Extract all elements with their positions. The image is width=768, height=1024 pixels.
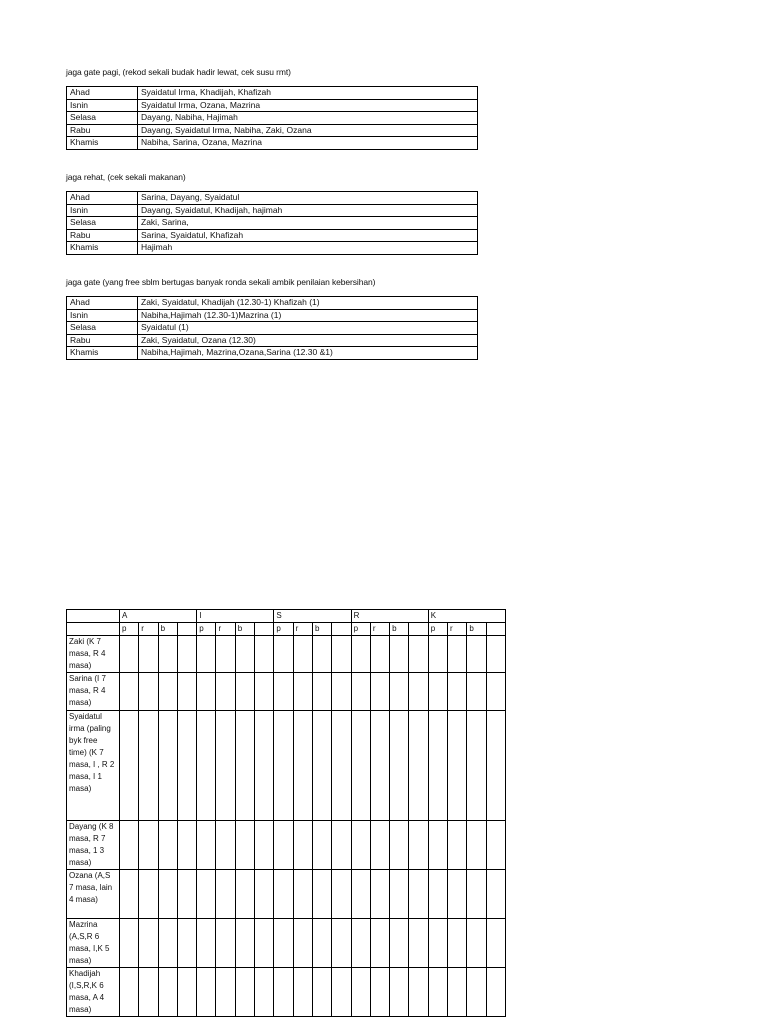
grid-cell[interactable] (197, 870, 216, 919)
grid-sub-header: b (390, 623, 409, 636)
grid-cell[interactable] (216, 673, 235, 711)
table-row (67, 192, 478, 205)
grid-cell[interactable] (486, 919, 505, 968)
grid-sub-header: p (120, 623, 139, 636)
grid-cell[interactable] (312, 711, 331, 821)
grid-cell[interactable] (370, 821, 389, 870)
grid-cell[interactable] (351, 711, 370, 821)
grid-cell[interactable] (235, 968, 254, 1017)
grid-cell[interactable] (293, 821, 312, 870)
grid-cell[interactable] (332, 919, 351, 968)
day-cell: Isnin (67, 204, 138, 217)
grid-cell[interactable] (332, 821, 351, 870)
grid-cell[interactable] (467, 636, 486, 673)
day-cell: Rabu (67, 124, 138, 137)
grid-cell[interactable] (120, 673, 139, 711)
grid-cell[interactable] (158, 870, 177, 919)
grid-sub-header: p (351, 623, 370, 636)
grid-cell[interactable] (486, 821, 505, 870)
grid-cell[interactable] (486, 673, 505, 711)
grid-day-header: K (428, 610, 505, 623)
grid-cell[interactable] (255, 636, 274, 673)
person-name-cell: Ozana (A,S 7 masa, lain 4 masa) (67, 870, 120, 919)
table-row (67, 334, 478, 347)
grid-cell[interactable] (197, 821, 216, 870)
grid-cell[interactable] (390, 673, 409, 711)
table-row (67, 204, 478, 217)
grid-cell[interactable] (120, 711, 139, 821)
grid-sub-header: r (370, 623, 389, 636)
grid-cell[interactable] (351, 968, 370, 1017)
grid-cell[interactable] (312, 636, 331, 673)
grid-cell[interactable] (293, 919, 312, 968)
grid-cell[interactable] (197, 919, 216, 968)
grid-cell[interactable] (139, 968, 158, 1017)
grid-cell[interactable] (293, 711, 312, 821)
names-cell: Zaki, Sarina, (138, 217, 478, 230)
grid-cell[interactable] (235, 711, 254, 821)
grid-cell[interactable] (255, 821, 274, 870)
grid-cell[interactable] (274, 968, 293, 1017)
table-row (67, 217, 478, 230)
grid-cell[interactable] (390, 711, 409, 821)
grid-cell[interactable] (120, 919, 139, 968)
grid-cell[interactable] (197, 711, 216, 821)
grid-cell[interactable] (428, 821, 447, 870)
table-row (67, 919, 506, 968)
grid-cell[interactable] (390, 870, 409, 919)
names-cell: Hajimah (138, 242, 478, 255)
grid-cell[interactable] (448, 919, 467, 968)
grid-cell[interactable] (467, 968, 486, 1017)
attendance-grid (66, 609, 506, 1017)
table-row (67, 711, 506, 821)
grid-cell[interactable] (197, 636, 216, 673)
grid-cell[interactable] (177, 636, 196, 673)
grid-cell[interactable] (293, 870, 312, 919)
grid-cell[interactable] (467, 711, 486, 821)
grid-day-header: I (197, 610, 274, 623)
grid-cell[interactable] (255, 711, 274, 821)
grid-cell[interactable] (467, 821, 486, 870)
grid-cell[interactable] (448, 870, 467, 919)
grid-cell[interactable] (370, 636, 389, 673)
grid-cell[interactable] (486, 636, 505, 673)
grid-cell[interactable] (332, 673, 351, 711)
grid-sub-header: r (448, 623, 467, 636)
grid-cell[interactable] (139, 711, 158, 821)
grid-cell[interactable] (274, 711, 293, 821)
grid-cell[interactable] (409, 919, 428, 968)
grid-cell[interactable] (409, 870, 428, 919)
names-cell: Sarina, Syaidatul, Khafizah (138, 229, 478, 242)
caption-jaga-gate-pagi: jaga gate pagi, (rekod sekali budak hadir lewat, cek susu rmt) (66, 67, 291, 77)
names-cell: Nabiha,Hajimah, Mazrina,Ozana,Sarina (12.30 &1) (138, 347, 478, 360)
caption-jaga-rehat: jaga rehat, (cek sekali makanan) (66, 172, 186, 182)
grid-cell[interactable] (255, 919, 274, 968)
grid-cell[interactable] (255, 673, 274, 711)
grid-cell[interactable] (120, 968, 139, 1017)
grid-cell[interactable] (139, 673, 158, 711)
grid-cell[interactable] (293, 968, 312, 1017)
names-cell: Nabiha, Sarina, Ozana, Mazrina (138, 137, 478, 150)
day-cell: Khamis (67, 242, 138, 255)
table-row (67, 322, 478, 335)
grid-cell[interactable] (235, 821, 254, 870)
grid-cell[interactable] (274, 919, 293, 968)
grid-cell[interactable] (351, 919, 370, 968)
day-cell: Rabu (67, 334, 138, 347)
grid-cell[interactable] (409, 636, 428, 673)
grid-cell[interactable] (486, 711, 505, 821)
table-row (67, 821, 506, 870)
grid-cell[interactable] (332, 711, 351, 821)
grid-cell[interactable] (370, 968, 389, 1017)
grid-sub-header: b (235, 623, 254, 636)
table-row (67, 309, 478, 322)
grid-cell[interactable] (235, 919, 254, 968)
grid-cell[interactable] (448, 821, 467, 870)
day-cell: Ahad (67, 87, 138, 100)
grid-cell[interactable] (216, 711, 235, 821)
table-row (67, 347, 478, 360)
grid-cell[interactable] (312, 968, 331, 1017)
grid-cell[interactable] (139, 870, 158, 919)
day-cell: Khamis (67, 347, 138, 360)
day-cell: Khamis (67, 137, 138, 150)
grid-cell[interactable] (139, 919, 158, 968)
grid-cell[interactable] (312, 821, 331, 870)
day-cell: Isnin (67, 99, 138, 112)
grid-cell[interactable] (158, 673, 177, 711)
grid-day-header: S (274, 610, 351, 623)
grid-day-header: R (351, 610, 428, 623)
table-row (67, 87, 478, 100)
grid-cell[interactable] (120, 821, 139, 870)
day-cell: Selasa (67, 322, 138, 335)
table-jaga-gate-pagi (66, 86, 478, 150)
grid-cell[interactable] (216, 919, 235, 968)
grid-corner-cell (67, 623, 120, 636)
names-cell: Dayang, Syaidatul, Khadijah, hajimah (138, 204, 478, 217)
grid-cell[interactable] (370, 919, 389, 968)
grid-cell[interactable] (409, 821, 428, 870)
names-cell: Syaidatul (1) (138, 322, 478, 335)
grid-cell[interactable] (197, 673, 216, 711)
grid-cell[interactable] (370, 870, 389, 919)
grid-sub-header: p (197, 623, 216, 636)
grid-cell[interactable] (177, 968, 196, 1017)
grid-cell[interactable] (428, 636, 447, 673)
names-cell: Nabiha,Hajimah (12.30-1)Mazrina (1) (138, 309, 478, 322)
grid-cell[interactable] (216, 870, 235, 919)
table-row (67, 297, 478, 310)
grid-sub-header: p (274, 623, 293, 636)
grid-cell[interactable] (486, 870, 505, 919)
grid-header-days (67, 610, 506, 623)
grid-cell[interactable] (428, 711, 447, 821)
grid-cell[interactable] (197, 968, 216, 1017)
grid-cell[interactable] (332, 636, 351, 673)
grid-sub-header: r (216, 623, 235, 636)
day-cell: Selasa (67, 217, 138, 230)
day-cell: Isnin (67, 309, 138, 322)
grid-day-header: A (120, 610, 197, 623)
day-cell: Rabu (67, 229, 138, 242)
grid-cell[interactable] (467, 870, 486, 919)
grid-cell[interactable] (216, 636, 235, 673)
grid-cell[interactable] (235, 870, 254, 919)
grid-cell[interactable] (332, 870, 351, 919)
grid-cell[interactable] (274, 870, 293, 919)
person-name-cell: Dayang (K 8 masa, R 7 masa, 1 3 masa) (67, 821, 120, 870)
grid-cell[interactable] (255, 968, 274, 1017)
grid-sub-header: r (293, 623, 312, 636)
names-cell: Zaki, Syaidatul, Ozana (12.30) (138, 334, 478, 347)
grid-cell[interactable] (158, 711, 177, 821)
grid-cell[interactable] (177, 673, 196, 711)
grid-sub-header: p (428, 623, 447, 636)
names-cell: Dayang, Syaidatul Irma, Nabiha, Zaki, Ozana (138, 124, 478, 137)
table-row (67, 870, 506, 919)
grid-cell[interactable] (467, 673, 486, 711)
grid-cell[interactable] (177, 821, 196, 870)
grid-cell[interactable] (177, 870, 196, 919)
names-cell: Dayang, Nabiha, Hajimah (138, 112, 478, 125)
grid-sub-header (486, 623, 505, 636)
grid-cell[interactable] (235, 636, 254, 673)
grid-cell[interactable] (390, 968, 409, 1017)
grid-cell[interactable] (139, 821, 158, 870)
grid-cell[interactable] (158, 968, 177, 1017)
day-cell: Ahad (67, 297, 138, 310)
names-cell: Syaidatul Irma, Khadijah, Khafizah (138, 87, 478, 100)
grid-cell[interactable] (351, 821, 370, 870)
grid-sub-header (255, 623, 274, 636)
table-row (67, 242, 478, 255)
grid-cell[interactable] (428, 870, 447, 919)
grid-cell[interactable] (158, 636, 177, 673)
grid-corner-cell (67, 610, 120, 623)
grid-cell[interactable] (312, 870, 331, 919)
table-jaga-rehat (66, 191, 478, 255)
grid-cell[interactable] (158, 919, 177, 968)
grid-cell[interactable] (351, 673, 370, 711)
table-row (67, 673, 506, 711)
person-name-cell: Khadijah (I,S,R,K 6 masa, A 4 masa) (67, 968, 120, 1017)
grid-cell[interactable] (293, 673, 312, 711)
table-row (67, 636, 506, 673)
table-row (67, 968, 506, 1017)
grid-sub-header: r (139, 623, 158, 636)
grid-cell[interactable] (120, 636, 139, 673)
grid-cell[interactable] (486, 968, 505, 1017)
grid-cell[interactable] (120, 870, 139, 919)
table-jaga-gate-free (66, 296, 478, 360)
person-name-cell: Syaidatul irma (paling byk free time) (K 7 masa, I , R 2 masa, I 1 masa) (67, 711, 120, 821)
grid-cell[interactable] (448, 968, 467, 1017)
names-cell: Zaki, Syaidatul, Khadijah (12.30-1) Khafizah (1) (138, 297, 478, 310)
table-row (67, 99, 478, 112)
grid-cell[interactable] (409, 968, 428, 1017)
person-name-cell: Sarina (I 7 masa, R 4 masa) (67, 673, 120, 711)
grid-cell[interactable] (390, 919, 409, 968)
grid-cell[interactable] (216, 968, 235, 1017)
grid-cell[interactable] (274, 673, 293, 711)
grid-cell[interactable] (351, 636, 370, 673)
grid-cell[interactable] (312, 919, 331, 968)
grid-cell[interactable] (390, 821, 409, 870)
grid-cell[interactable] (332, 968, 351, 1017)
grid-cell[interactable] (158, 821, 177, 870)
grid-cell[interactable] (139, 636, 158, 673)
grid-sub-header (409, 623, 428, 636)
names-cell: Sarina, Dayang, Syaidatul (138, 192, 478, 205)
grid-sub-header: b (312, 623, 331, 636)
table-row (67, 112, 478, 125)
day-cell: Ahad (67, 192, 138, 205)
table-row (67, 137, 478, 150)
grid-sub-header (177, 623, 196, 636)
grid-cell[interactable] (216, 821, 235, 870)
grid-cell[interactable] (390, 636, 409, 673)
grid-sub-header: b (467, 623, 486, 636)
grid-cell[interactable] (351, 870, 370, 919)
grid-header-sub (67, 623, 506, 636)
grid-cell[interactable] (448, 673, 467, 711)
table-row (67, 229, 478, 242)
grid-cell[interactable] (235, 673, 254, 711)
grid-cell[interactable] (448, 711, 467, 821)
grid-cell[interactable] (428, 968, 447, 1017)
grid-sub-header: b (158, 623, 177, 636)
grid-cell[interactable] (255, 870, 274, 919)
caption-jaga-gate-free: jaga gate (yang free sblm bertugas banyak ronda sekali ambik penilaian kebersihan) (66, 277, 376, 287)
person-name-cell: Zaki (K 7 masa, R 4 masa) (67, 636, 120, 673)
day-cell: Selasa (67, 112, 138, 125)
grid-cell[interactable] (177, 919, 196, 968)
person-name-cell: Mazrina (A,S,R 6 masa, I,K 5 masa) (67, 919, 120, 968)
table-row (67, 124, 478, 137)
grid-cell[interactable] (428, 919, 447, 968)
grid-cell[interactable] (370, 711, 389, 821)
grid-cell[interactable] (293, 636, 312, 673)
grid-sub-header (332, 623, 351, 636)
grid-cell[interactable] (274, 636, 293, 673)
grid-cell[interactable] (428, 673, 447, 711)
grid-cell[interactable] (177, 711, 196, 821)
grid-cell[interactable] (409, 673, 428, 711)
grid-cell[interactable] (409, 711, 428, 821)
grid-cell[interactable] (448, 636, 467, 673)
grid-cell[interactable] (312, 673, 331, 711)
names-cell: Syaidatul Irma, Ozana, Mazrina (138, 99, 478, 112)
grid-cell[interactable] (467, 919, 486, 968)
grid-cell[interactable] (274, 821, 293, 870)
grid-cell[interactable] (370, 673, 389, 711)
